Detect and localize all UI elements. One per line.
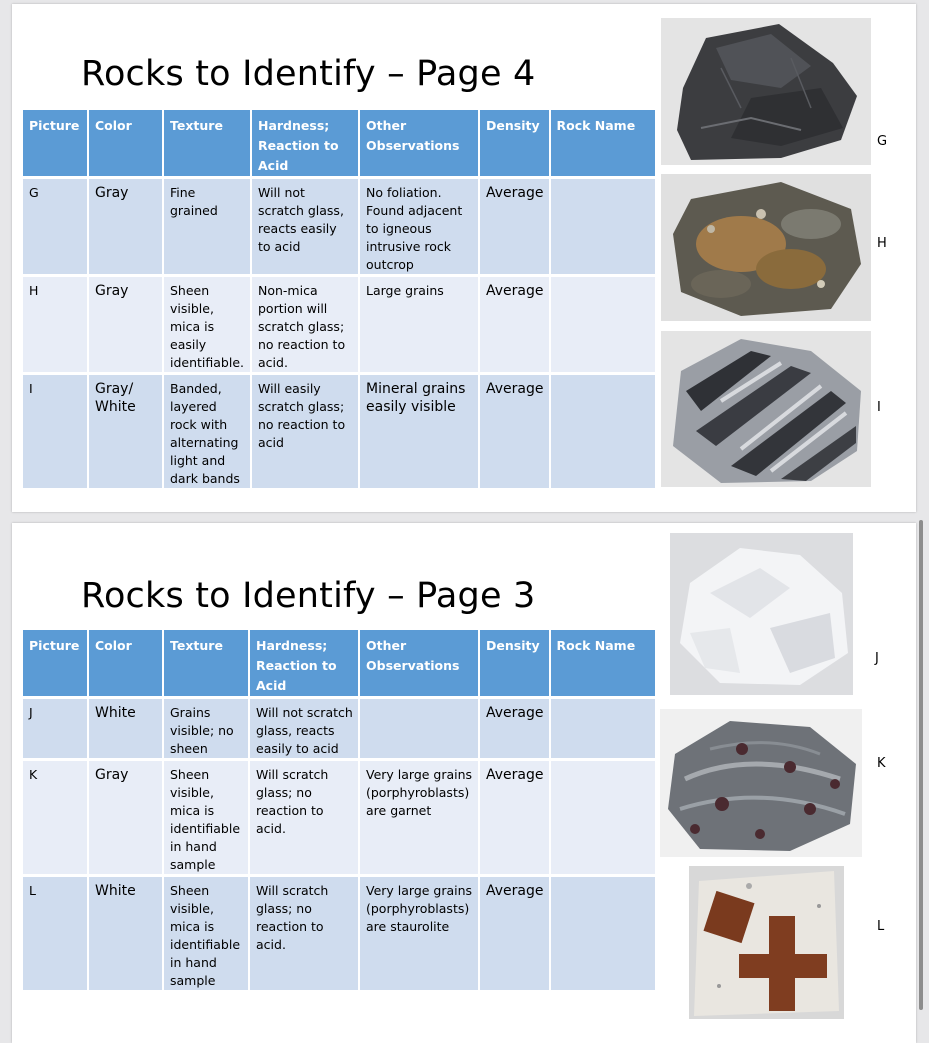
dark-gray-rock-icon: [661, 18, 871, 165]
rocks-table: [21, 627, 657, 993]
rocks-table: [21, 107, 657, 491]
cell-hardness: Will not scratch glass, reacts easily to acid: [249, 698, 359, 760]
image-label: H: [877, 236, 887, 251]
header-other-observations: Other Observations: [359, 109, 479, 178]
cell-picture: H: [22, 276, 88, 374]
header-rock-name: Rock Name: [550, 109, 656, 178]
image-label: I: [877, 400, 881, 415]
table-row: [22, 276, 656, 374]
cell-color: Gray: [88, 760, 163, 876]
banded-gneiss-rock-icon: [661, 331, 871, 487]
image-label: L: [877, 919, 885, 934]
table-row: [22, 698, 656, 760]
slide-title: Rocks to Identify – Page 4: [81, 54, 536, 94]
header-hardness: Hardness; Reaction to Acid: [251, 109, 359, 178]
header-texture: Texture: [163, 629, 249, 698]
cell-picture: K: [22, 760, 88, 876]
image-label: J: [875, 651, 879, 666]
staurolite-schist-rock-icon: [689, 866, 844, 1019]
header-picture: Picture: [22, 109, 88, 178]
header-texture: Texture: [163, 109, 251, 178]
cell-density: Average: [479, 698, 550, 760]
white-marble-rock-icon: [670, 533, 853, 695]
cell-hardness: Will scratch glass; no reaction to acid.: [249, 760, 359, 876]
header-picture: Picture: [22, 629, 88, 698]
cell-texture: Fine grained: [163, 178, 251, 276]
cell-color: White: [88, 698, 163, 760]
cell-hardness: Will easily scratch glass; no reaction to acid: [251, 374, 359, 490]
table-row: [22, 178, 656, 276]
cell-color: Gray/ White: [88, 374, 163, 490]
cell-other: Large grains: [359, 276, 479, 374]
cell-texture: Banded, layered rock with alternating light and dark bands: [163, 374, 251, 490]
cell-hardness: Non-mica portion will scratch glass; no reaction to acid.: [251, 276, 359, 374]
cell-density: Average: [479, 374, 550, 490]
cell-color: Gray: [88, 178, 163, 276]
cell-texture: Grains visible; no sheen: [163, 698, 249, 760]
table-header-row: [22, 629, 656, 698]
header-rock-name: Rock Name: [550, 629, 656, 698]
header-color: Color: [88, 109, 163, 178]
header-density: Density: [479, 109, 550, 178]
cell-density: Average: [479, 760, 550, 876]
cell-hardness: Will scratch glass; no reaction to acid.: [249, 876, 359, 992]
cell-other: No foliation. Found adjacent to igneous intrusive rock outcrop: [359, 178, 479, 276]
cell-picture: I: [22, 374, 88, 490]
cell-texture: Sheen visible, mica is identifiable in hand sample: [163, 760, 249, 876]
table-header-row: [22, 109, 656, 178]
mica-schist-rock-icon: [661, 174, 871, 321]
cell-rock-name[interactable]: [550, 876, 656, 992]
header-hardness: Hardness; Reaction to Acid: [249, 629, 359, 698]
slide-title: Rocks to Identify – Page 3: [81, 576, 536, 616]
cell-other: Very large grains (porphyroblasts) are staurolite: [359, 876, 479, 992]
cell-density: Average: [479, 276, 550, 374]
cell-hardness: Will not scratch glass, reacts easily to acid: [251, 178, 359, 276]
cell-rock-name[interactable]: [550, 276, 656, 374]
cell-texture: Sheen visible, mica is identifiable in hand sample: [163, 876, 249, 992]
cell-texture: Sheen visible, mica is easily identifiable.: [163, 276, 251, 374]
scrollbar[interactable]: [919, 520, 923, 1010]
image-label: G: [877, 134, 888, 149]
image-label: K: [877, 756, 886, 771]
table-row: [22, 760, 656, 876]
cell-picture: J: [22, 698, 88, 760]
cell-rock-name[interactable]: [550, 374, 656, 490]
header-other-observations: Other Observations: [359, 629, 479, 698]
table-row: [22, 374, 656, 490]
cell-other: [359, 698, 479, 760]
cell-density: Average: [479, 876, 550, 992]
cell-picture: G: [22, 178, 88, 276]
cell-density: Average: [479, 178, 550, 276]
slide-page-4: [12, 4, 916, 512]
header-color: Color: [88, 629, 163, 698]
garnet-schist-rock-icon: [660, 709, 862, 857]
slide-page-3: [12, 523, 916, 1043]
cell-other: Very large grains (porphyroblasts) are garnet: [359, 760, 479, 876]
cell-color: White: [88, 876, 163, 992]
table-row: [22, 876, 656, 992]
cell-rock-name[interactable]: [550, 760, 656, 876]
cell-color: Gray: [88, 276, 163, 374]
cell-rock-name[interactable]: [550, 698, 656, 760]
header-density: Density: [479, 629, 550, 698]
cell-rock-name[interactable]: [550, 178, 656, 276]
cell-other: Mineral grains easily visible: [359, 374, 479, 490]
cell-picture: L: [22, 876, 88, 992]
